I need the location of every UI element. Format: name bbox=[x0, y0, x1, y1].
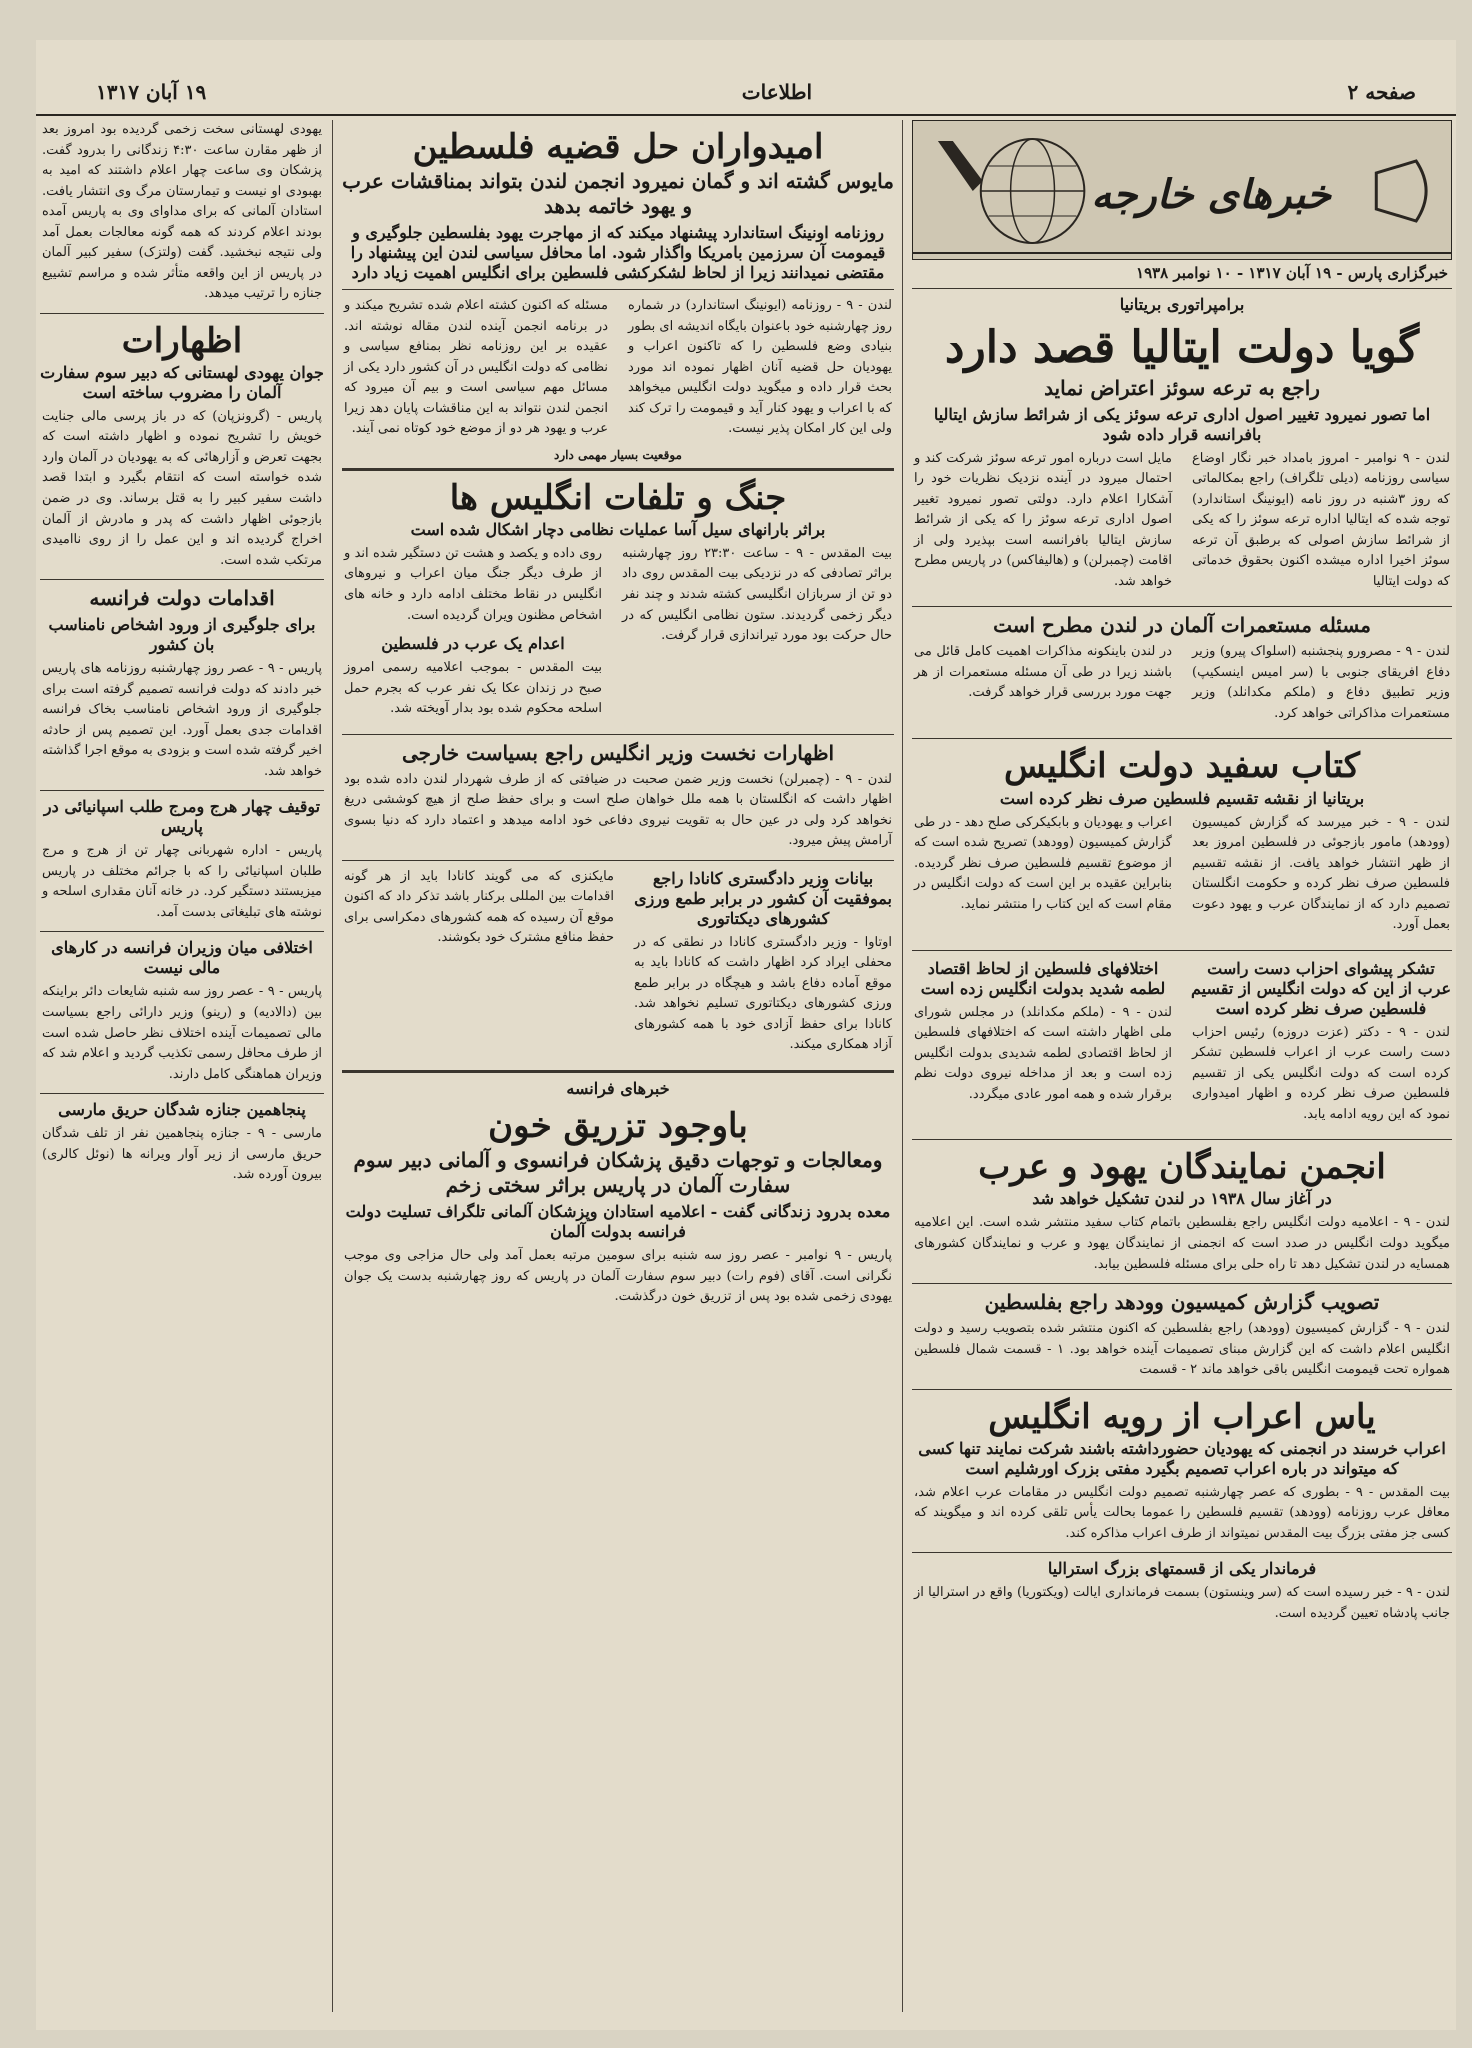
article-italy-suez bbox=[908, 295, 1456, 600]
article-headline: انجمن نمایندگان یهود و عرب bbox=[978, 1147, 1386, 1188]
article-headline: اظهارات bbox=[121, 320, 243, 361]
article-headline: پنجاهمین جنازه شدگان حریق مارسی bbox=[58, 1100, 306, 1120]
article-canada-justice bbox=[338, 867, 898, 1064]
article-headline: امیدواران حل قضیه فلسطین bbox=[412, 127, 824, 167]
article-conference bbox=[908, 1148, 1456, 1275]
page-number: صفحه ۲ bbox=[1347, 80, 1416, 104]
article-body: بیت المقدس - ۹ - ساعت ۲۳:۳۰ روز چهارشنبه براثر تصادفی که در نزدیکی بیت المقدس روی داد دو تن از سربازان انگلیسی کشته شدند و چند نفر دیگر زخمی گردیدند. ستون نظامی انگلیس که در حال حرکت بود مورد تیراندازی قرار گرفت. bbox=[622, 545, 892, 644]
article-subheadline: براثر بارانهای سیل آسا عملیات نظامی دچار اشکال شده است bbox=[410, 519, 826, 539]
article-body: پاریس - ۹ - عصر روز چهارشنبه روزنامه های پاریس خبر دادند که دولت فرانسه تصمیم گرفته است برای جلوگیری از ورود اشخاص نامناسب بخاک فرانسه اقدامات جدی بعمل آورد. این تصمیم پس از حادثه اخیر گرفته شده است و بزودی به موقع اجرا گذاشته خواهد شد. bbox=[42, 661, 322, 779]
article-body: مایل است درباره امور ترعه سوئز شرکت کند و احتمال میرود در آینده نزدیک نظریات خود را آشکارا اعلام دارد. دولتی تصور نمیرود تغییر اصول اداری ترعه سوئز را که یکی از شرائط سازش ایتالیا بافرانسه است بپذیرد ولی از اقامت (چمبرلن) و (هالیفاکس) در پاریس مطرح خواهد شد. bbox=[914, 450, 1172, 589]
article-gratitude bbox=[1186, 957, 1456, 1134]
article-body: روی داده و یکصد و هشت تن دستگیر شده اند و از طرف دیگر جنگ میان اعراب و نیروهای انگلیس در نقاط مختلف ادامه دارد و خانه های اشخاص مظنون ویران گردیده است. bbox=[344, 545, 602, 623]
article-body: لندن - ۹ - مصرورو پنجشنبه (اسلواک پیرو) وزیر دفاع افریقای جنوبی با (سر امیس اینسکیپ) وزیر تطبیق دفاع و (ملکم مکدانلد) وزیر مستعمرات مذاکراتی خواهد کرد. bbox=[1192, 644, 1450, 721]
article-body: مارسی - ۹ - جنازه پنجاهمین نفر از تلف شدگان حریق مارسی از زیر آوار ویرانه ها (نوئل کالری) بیرون آورده شد. bbox=[42, 1126, 322, 1183]
article-headline: جنگ و تلفات انگلیس ها bbox=[449, 477, 787, 518]
banner-title: خبرهای خارجه bbox=[1091, 171, 1331, 218]
article-headline: اقدامات دولت فرانسه bbox=[89, 586, 275, 611]
article-lede: اما تصور نمیرود تغییر اصول اداری ترعه سوئز یکی از شرائط سازش ایتالیا بافرانسه قرار داده شود bbox=[933, 404, 1431, 444]
article-headline: تصویب گزارش کمیسیون وودهد راجع بفلسطین bbox=[984, 1290, 1380, 1315]
article-body: لندن - ۹ - گزارش کمیسیون (وودهد) راجع بفلسطین که اکنون منتشر شده بتصویب رسید و دولت انگلیس اعلام داشت که این گزارش مبنای تصمیمات آینده خواهد بود. ۱ - قسمت شمال فلسطین همواره تحت قیمومت انگلیس باقی خواهد ماند ۲ - قسمت bbox=[914, 1321, 1450, 1378]
article-woodhead-report bbox=[908, 1290, 1456, 1381]
article-france-measures bbox=[36, 586, 328, 782]
article-arab-despair bbox=[908, 1398, 1456, 1545]
column-middle bbox=[338, 120, 898, 2012]
article-subheadline: در آغاز سال ۱۹۳۸ در لندن تشکیل خواهد شد bbox=[1032, 1189, 1332, 1209]
column-rule-left bbox=[332, 120, 333, 2012]
article-body: پاریس - اداره شهربانی چهار تن از هرج و مرج طلبان اسپانیائی را که با جرائم مختلف در پاریس میزیستند دستگیر کرد. در خانه آنان مقداری اسلحه و نوشته های تبلیغاتی بدست آمد. bbox=[42, 843, 322, 920]
article-body: مسئله که اکنون کشته اعلام شده تشریح میکند و در برنامه انجمن آینده لندن مقاله نوشته اند. عقیده بر این روزنامه نظر بمنافع سیاسی و نظامی که دولت انگلیس در آن کشور دارد یکی از مسائل مهم سیاسی است و بیم آن میرود که انجمن لندن نتواند به این مناقشات پایان دهد زیرا عرب و یهود هر دو از موضع خود کوتاه نمی آیند. bbox=[344, 298, 608, 437]
article-headline: فرماندار یکی از قسمتهای بزرگ استرالیا bbox=[1047, 1559, 1317, 1579]
foreign-news-banner bbox=[912, 120, 1452, 260]
article-headline: اختلافی میان وزیران فرانسه در کارهای مالی نیست bbox=[51, 938, 313, 978]
article-subheadline: جوان یهودی لهستانی که دبیر سوم سفارت آلمان را مضروب ساخته است bbox=[40, 362, 324, 402]
article-palestine-hopes bbox=[338, 128, 898, 462]
article-subheadline: اعراب خرسند در انجمنی که یهودیان حضورداشته باشند شرکت نمایند تنها کسی که میتواند در باره اعراب تصمیم بگیرد مفتی بزرک اورشلیم است bbox=[918, 1438, 1446, 1478]
article-kicker: برامپراتوری بریتانیا bbox=[1119, 295, 1245, 314]
article-subheadline: اعدام یک عرب در فلسطین bbox=[381, 634, 565, 654]
article-subheadline: ومعالجات و توجهات دقیق پزشکان فرانسوی و آلمانی دبیر سوم سفارت آلمان در پاریس براثر سختی زخم bbox=[353, 1148, 883, 1198]
article-body: لندن - ۹ - روزنامه (ایونینگ استاندارد) در شماره روز چهارشنبه خود باعنوان بایگاه اندیشه ای بطور بنیادی وضع فلسطین را که تاکنون اعراب و یهودیان حل قضیه آنان اظهار نموده اند مورد بحث قرار داده و میگوید دولت انگلیس میخواهد که با اعراب و یهود کنار آید و قیمومت را ترک کند ولی این کار امکان پذیر نیست. bbox=[628, 298, 892, 437]
article-body: بیت المقدس - ۹ - بطوری که عصر چهارشنبه تصمیم دولت انگلیس در مقامات عرب اعلام شد، معافل عرب روزنامه (وودهد) تقسیم فلسطین را عموما بحالت یأس تلقی کرده اند و میگویند که کسی جز مفتی بزرگ بیت المقدس نمیتواند از طرف اعراب مذاکره کند. bbox=[914, 1484, 1451, 1541]
article-body: لندن - ۹ - خبر میرسد که گزارش کمیسیون (وودهد) مامور بازجوئی در فلسطین امروز بعد از ظهر انتشار خواهد یافت. از نقشه تقسیم فلسطین صرف نظر کرده و حکومت انگلستان تصمیم دارد که از نمایندگان عرب و یهود دعوت بعمل آورد. bbox=[1192, 814, 1450, 933]
article-headline: اختلافهای فلسطین از لحاظ اقتصاد لطمه شدید بدولت انگلیس زده است bbox=[920, 958, 1166, 998]
article-body: لندن - ۹ - اعلامیه دولت انگلیس راجع بفلسطین باتمام کتاب سفید منتشر شده است. این اعلامیه میگوید دولت انگلیس در صدد است که انجمنی از نمایندگان یهود و عرب و نمایندگان کشورهای همسایه در لندن تشکیل دهد تا راه حلی برای مسئله فلسطین بیابد. bbox=[914, 1215, 1450, 1272]
article-headline: اظهارات نخست وزیر انگلیس راجع بسیاست خارجی bbox=[401, 740, 835, 765]
article-lede: روزنامه اونینگ استاندارد پیشنهاد میکند که از مهاجرت یهود بفلسطین جلوگیری و قیمومت آن سرزمین بامریکا واگذار شود. اما محافل سیاسی لندن این پیشنهاد را مقتضی نمیدانند زیرا از لحاظ لشکرکشی فلسطین برای انگلیس اهمیت زیاد دارد bbox=[350, 223, 886, 283]
article-body: مایکنزی که می گویند کانادا باید از هر گونه اقدامات بین المللی برکنار باشد تذکر داد که اکنون موقع آن رسیده که همه کشورهای دمکراسی برای حفظ منافع مشترک خود بکوشند. bbox=[344, 868, 614, 946]
article-australia-governor bbox=[908, 1559, 1456, 1624]
article-body: در لندن باینکونه مذاکرات اهمیت کامل قائل می باشند زیرا در طی آن مسئله مستعمرات از هر جهت مورد بررسی قرار خواهد گرفت. bbox=[914, 644, 1172, 701]
article-headline: یاس اعراب از رویه انگلیس bbox=[988, 1396, 1376, 1437]
article-headline: گویا دولت ایتالیا قصد دارد bbox=[944, 322, 1420, 373]
article-embassy-death bbox=[36, 120, 328, 305]
article-body: اوتاوا - وزیر دادگستری کانادا در نطقی که در محفلی ایراد کرد اظهار داشت که کانادا باید به موقع آماده دفاع باشد و هیچگاه در برابر طمع ورزی کشورهای دیکتاتوری تسلیم نخواهد شد. کانادا برای حفظ آزادی خود با همه کشورهای آزاد همکاری میکند. bbox=[634, 934, 892, 1053]
article-headline: بیانات وزیر دادگستری کانادا راجع بموفقیت آن کشور در برابر طمع ورزی کشورهای دیکتاتوری bbox=[634, 868, 892, 928]
agency-date-line: خبرگزاری پارس - ۱۹ آبان ۱۳۱۷ - ۱۰ نوامبر ۱۹۳۸ bbox=[1136, 264, 1448, 282]
article-subheadline: مایوس گشته اند و گمان نمیرود انجمن لندن بتواند بمناقشات عرب و یهود خاتمه بدهد bbox=[342, 169, 894, 219]
article-british-casualties bbox=[338, 479, 898, 728]
article-footnote: موقعیت بسیار مهمی دارد bbox=[554, 447, 682, 462]
article-body: پاریس - (گرونزپان) که در باز پرسی مالی جنایت خویش را تشریح نموده و اظهار داشته است که بجهت تعرض و آزارهائی که به یهودیان در آلمان وارد شده خواسته است که انتقام بگیرد و ابتدا قصد داشت سفیر کبیر را به قتل برساند. وی در ضمن بازجوئی اظهار داشت که پدر و مادرش از آلمان اخراج گردیده اند و این عمل را از روی ناامیدی مرتکب شده است. bbox=[42, 408, 322, 568]
article-body: لندن - ۹ - دکتر (عزت دروزه) رئیس احزاب دست راست عرب از اعراب فلسطین تشکر کرده است که دولت انگلیس یکی از تقسیم فلسطین صرف نظر کرده و اظهار امیدواری نمود که این رویه ادامه یابد. bbox=[1192, 1024, 1450, 1122]
article-headline: مسئله مستعمرات آلمان در لندن مطرح است bbox=[993, 613, 1371, 638]
article-headline: کتاب سفید دولت انگلیس bbox=[1004, 746, 1360, 787]
article-headline: توقیف چهار هرج ومرج طلب اسپانیائی در پاریس bbox=[43, 797, 321, 837]
article-blood-transfusion bbox=[338, 1079, 898, 1308]
newspaper-page bbox=[36, 40, 1456, 2030]
article-lede: معده بدرود زندگانی گفت - اعلامیه استادان وپزشکان آلمانی تلگراف تسلیت دولت فرانسه بدولت آلمان bbox=[345, 1202, 891, 1242]
article-german-colonies bbox=[908, 613, 1456, 732]
article-white-paper bbox=[908, 747, 1456, 943]
article-body: لندن - ۹ - (چمبرلن) نخست وزیر ضمن صحبت در ضیافتی که از طرف شهردار لندن داده شده بود اظهار داشت که انگلستان با همه ملل خواهان صلح است و برای حفظ صلح از هیچ کوششی دریغ نخواهد کرد ولی در عین حال به تقویت نیروی دفاعی خود ادامه میدهد و اعتماد دارد که دنیا بسوی آرامش پیش میرود. bbox=[344, 771, 893, 849]
article-body: پاریس - ۹ نوامبر - عصر روز سه شنبه برای سومین مرتبه بعمل آمد ولی حال مزاجی وی موجب نگرانی است. آقای (فوم رات) دبیر سوم سفارت آلمان در پاریس که روز چهارشنبه بدست یک جوان یهودی زخمی شده بود پس از تزریق خون درگذشت. bbox=[344, 1248, 892, 1305]
article-pm-foreign-policy bbox=[338, 741, 898, 852]
article-statements bbox=[36, 322, 328, 571]
article-body: اعراب و یهودیان و بابکیکرکی صلح دهد - در طی گزارش کمیسیون (وودهد) تصریح شده است که از موضوع تقسیم فلسطین صرف نظر گردیده. بنابراین عقیده بر این است که دولت انگلیس در مقام است که این کتاب را منتشر نماید. bbox=[914, 814, 1172, 912]
masthead bbox=[36, 70, 1456, 116]
article-kicker: خبرهای فرانسه bbox=[566, 1078, 670, 1098]
article-headline: تشکر پیشوای احزاب دست راست عرب از این که دولت انگلیس از تقسیم فلسطین صرف نظر کرده است bbox=[1190, 958, 1452, 1018]
column-left bbox=[36, 120, 328, 2012]
column-rule-right bbox=[902, 120, 903, 2012]
article-ministers-finance bbox=[36, 938, 328, 1085]
article-body: لندن - ۹ - خبر رسیده است که (سر وینستون) بسمت فرمانداری ایالت (ویکتوریا) واقع در استرالیا از جانب پادشاه تعیین گردیده است. bbox=[914, 1585, 1450, 1621]
article-body: لندن - ۹ - (ملکم مکدانلد) در مجلس شورای ملی اظهار داشته است که اختلافهای فلسطین از لحاظ اقتصادی لطمه شدیدی بدولت انگلیس زده است و بعد از مداخله نیروی دولت نظم برقرار شده و همه امور عادی میگردد. bbox=[914, 1004, 1172, 1102]
article-body: یهودی لهستانی سخت زخمی گردیده بود امروز بعد از ظهر مقارن ساعت ۴:۳۰ زندگانی را بدرود گفت. پزشکان وی ساعت چهار اعلام داشتند که امید به بهبودی او نیست و تیمارستان مرگ وی انتشار یافت. استادان آلمانی که برای مداوای وی به پاریس آمده بودند اعلام کردند که همه گونه معالجات بعمل آمد ولی نتیجه نبخشید. گفت (ولتزک) سفیر کبیر آلمان در پاریس از این واقعه متأثر شده و مراسم تشییع جنازه را ترتیب میدهد. bbox=[42, 122, 322, 302]
article-anarchists-arrest bbox=[36, 797, 328, 923]
article-palestine-economy bbox=[908, 957, 1178, 1134]
column-right bbox=[908, 120, 1456, 2012]
article-marseille-fire bbox=[36, 1100, 328, 1186]
article-subheadline: راجع به ترعه سوئز اعتراض نماید bbox=[1044, 375, 1320, 400]
issue-date: ۱۹ آبان ۱۳۱۷ bbox=[96, 80, 207, 104]
article-subheadline: برای جلوگیری از ورود اشخاص نامناسب بان کشور bbox=[48, 615, 316, 655]
article-headline: باوجود تزریق خون bbox=[488, 1105, 748, 1146]
article-body: بیت المقدس - بموجب اعلامیه رسمی امروز صبح در زندان عکا یک نفر عرب که بجرم حمل اسلحه محکوم شده بود بدار آویخته شد. bbox=[344, 660, 602, 717]
article-subheadline: بریتانیا از نقشه تقسیم فلسطین صرف نظر کرده است bbox=[999, 788, 1365, 808]
article-body: پاریس - ۹ - عصر روز سه شنبه شایعات دائر براینکه بین (دالادیه) و (رینو) وزیر دارائی راجع بسیاست مالی تصمیمات آینده اختلاف نظر حاصل شده است از طرف محافل رسمی تکذیب گردید و اعلام شد که وزیران هماهنگی کامل دارند. bbox=[42, 984, 322, 1082]
article-body: لندن - ۹ نوامبر - امروز بامداد خبر نگار اوضاع سیاسی روزنامه (دیلی تلگراف) راجع بمکالماتی که روز ۳شنبه در روز نامه (ایونینگ استاندارد) توجه شده که ایتالیا اداره ترعه سوئز را که یکی از شرائط سازش اصولی که برطبق آن ترعه سوئز اخیرا اداره میشده اکنون بحقوق خدماتی که دولت ایتالیا bbox=[1192, 450, 1450, 589]
paper-name: اطلاعات bbox=[741, 80, 813, 104]
